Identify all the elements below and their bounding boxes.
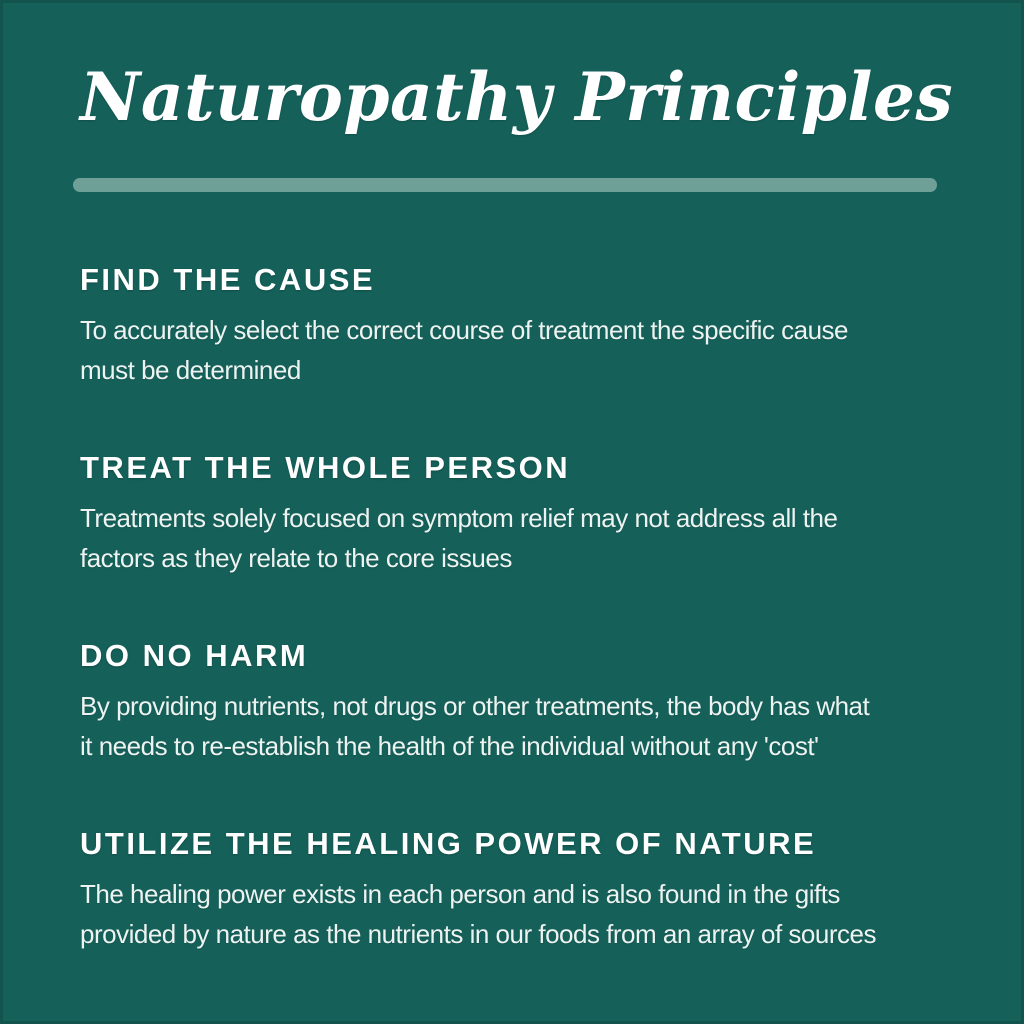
section-body-line: must be determined <box>80 355 301 385</box>
section-heading: TREAT THE WHOLE PERSON <box>80 450 571 485</box>
section-body-line: provided by nature as the nutrients in our foods from an array of sources <box>80 919 876 949</box>
section-body-line: By providing nutrients, not drugs or other treatments, the body has what <box>80 691 870 721</box>
section-do-no-harm <box>80 640 944 766</box>
section-utilize-the-healing-power-of-nature <box>80 828 944 954</box>
section-body-line: The healing power exists in each person and is also found in the gifts <box>80 879 840 909</box>
section-treat-the-whole-person <box>80 452 944 578</box>
section-body-line: To accurately select the correct course of treatment the specific cause <box>80 315 848 345</box>
title-divider <box>73 178 937 192</box>
section-heading: FIND THE CAUSE <box>80 262 376 297</box>
section-heading: UTILIZE THE HEALING POWER OF NATURE <box>80 826 817 861</box>
section-body-line: it needs to re-establish the health of the individual without any 'cost' <box>80 731 819 761</box>
section-find-the-cause <box>80 264 944 390</box>
section-body-line: factors as they relate to the core issues <box>80 543 512 573</box>
section-heading: DO NO HARM <box>80 638 309 673</box>
page-title: Naturopathy Principles <box>80 58 954 136</box>
section-body-line: Treatments solely focused on symptom relief may not address all the <box>80 503 838 533</box>
